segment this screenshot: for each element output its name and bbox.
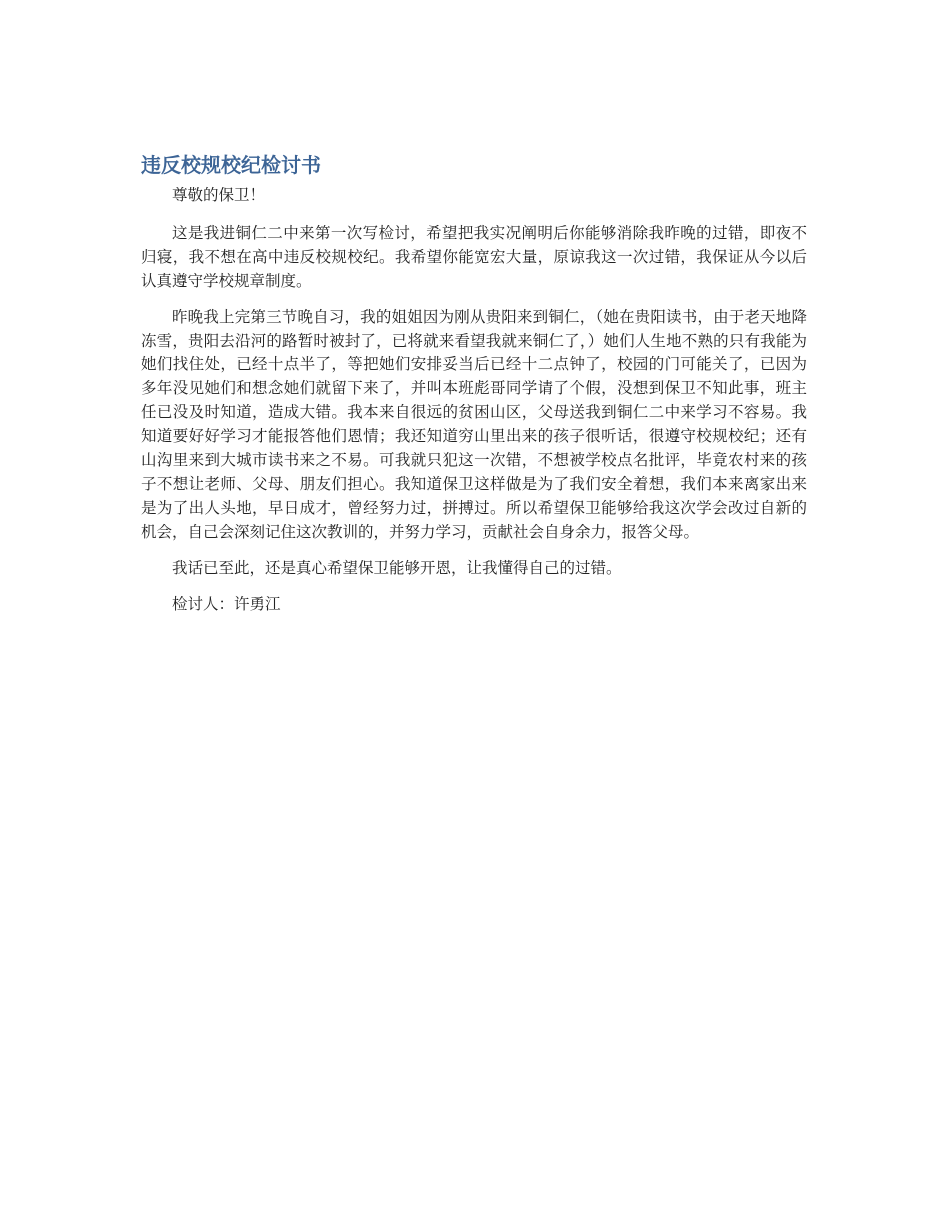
paragraph-explanation: 昨晚我上完第三节晚自习，我的姐姐因为刚从贵阳来到铜仁，（她在贵阳读书，由于老天地降冻雪，贵阳去沿河的路暂时被封了，已将就来看望我就来铜仁了，）她们人生地不熟的只有我能为她们找住处，已经十点半了，等把她们安排妥当后已经十二点钟了，校园的门可能关了，已因为多年没见她们和想念她们就留下来了，并叫本班彪哥同学请了个假，没想到保卫不知此事，班主任已没及时知道，造成大错。我本来自很远的贫困山区，父母送我到铜仁二中来学习不容易。我知道要好好学习才能报答他们恩情；我还知道穷山里出来的孩子很听话，很遵守校规校纪；还有山沟里来到大城市读书来之不易。可我就只犯这一次错，不想被学校点名批评，毕竟农村来的孩子不想让老师、父母、朋友们担心。我知道保卫这样做是为了我们安全着想，我们本来离家出来是为了出人头地，早日成才，曾经努力过，拼搏过。所以希望保卫能够给我这次学会改过自新的机会，自己会深刻记住这次教训的，并努力学习，贡献社会自身余力，报答父母。 — [141, 307, 807, 541]
document-title: 违反校规校纪检讨书 — [141, 153, 321, 177]
signature: 检讨人：许勇江 — [172, 594, 281, 613]
paragraph-closing: 我话已至此，还是真心希望保卫能够开恩，让我懂得自己的过错。 — [172, 558, 622, 577]
document-body — [141, 150, 807, 629]
salutation: 尊敬的保卫！ — [172, 186, 266, 204]
paragraph-intro: 这是我进铜仁二中来第一次写检讨，希望把我实况阐明后你能够消除我昨晚的过错，即夜不归寝，我不想在高中违反校规校纪。我希望你能宽宏大量，原谅我这一次过错，我保证从今以后认真遵守学校规章制度。 — [141, 223, 807, 290]
